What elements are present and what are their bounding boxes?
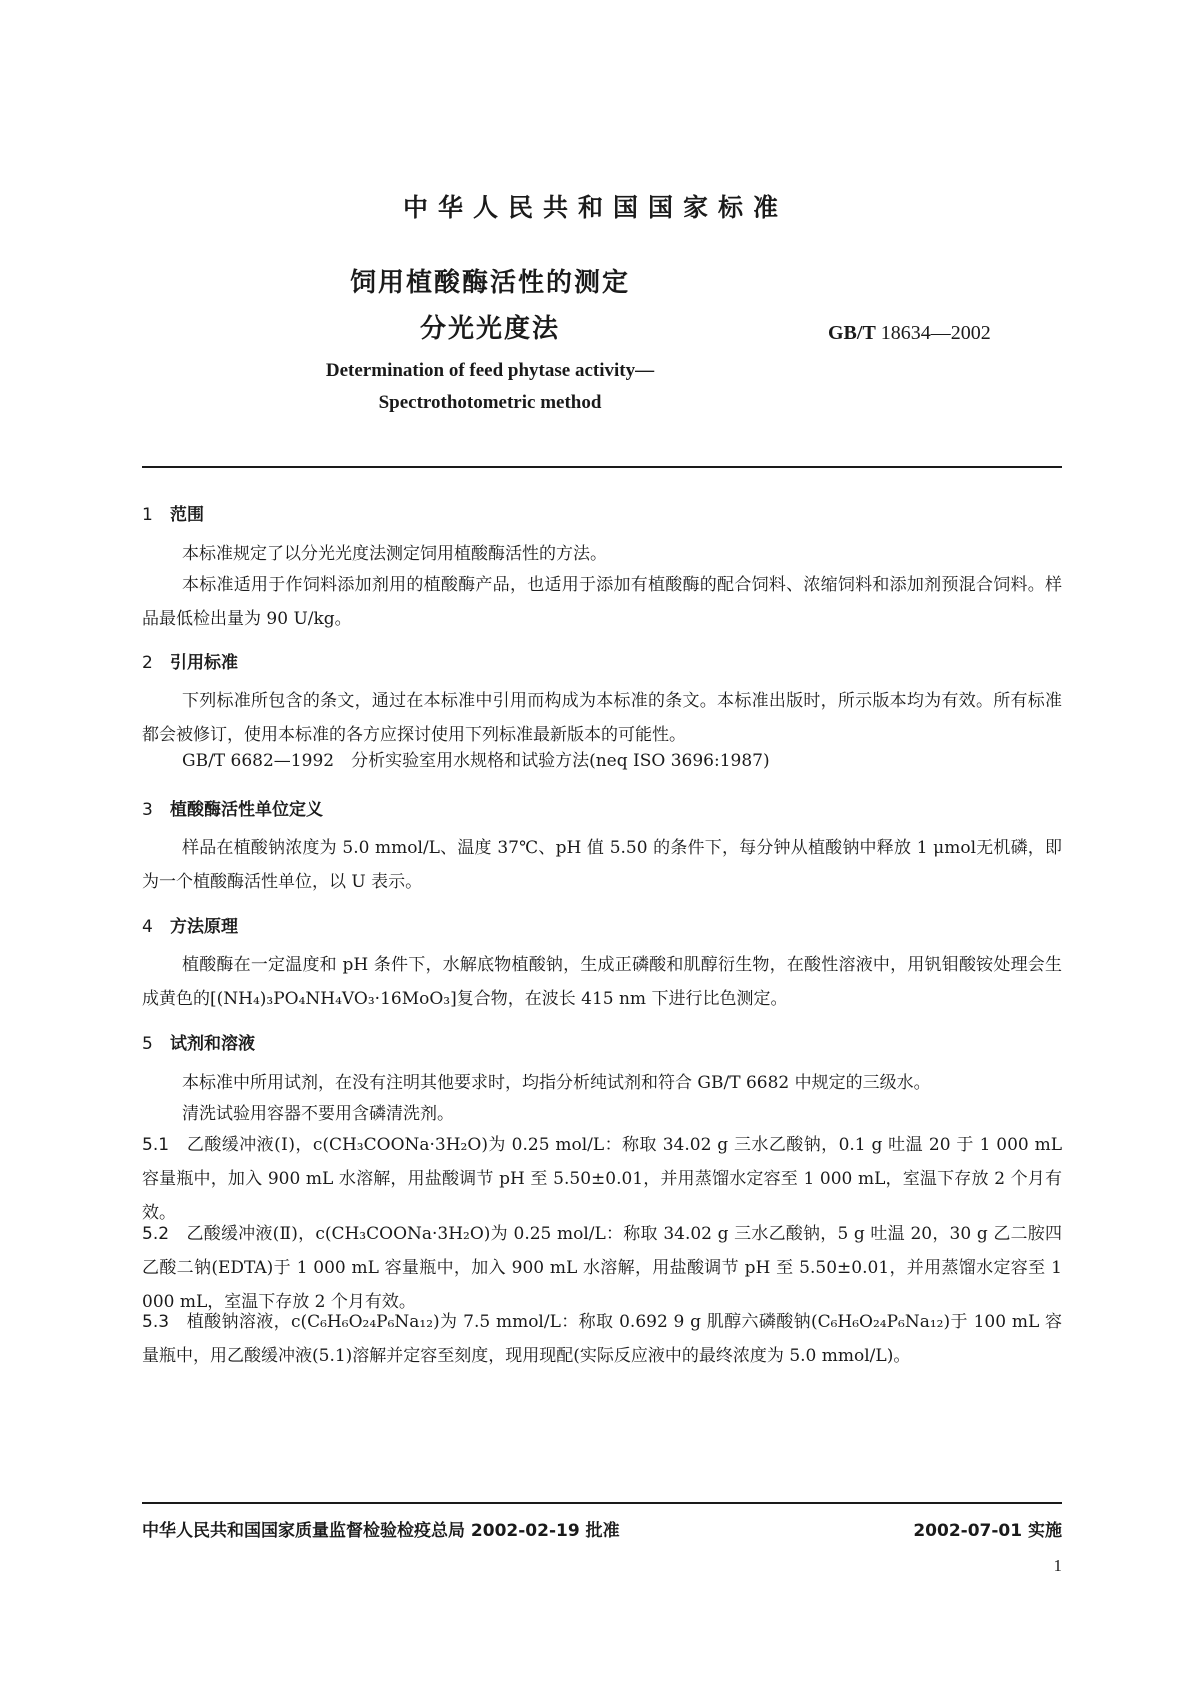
footer-divider [142, 1502, 1062, 1504]
subclause-text: 乙酸缓冲液(Ⅱ)，c(CH₃COONa·3H₂O)为 0.25 mol/L：称取 34.02 g 三水乙酸钠，5 g 吐温 20，30 g 乙二胺四乙酸二钠(EDTA)于 1 000 mL 容量瓶中，加入 900 mL 水溶解，用盐酸调节 pH 至 5.50±0.01，并用蒸馏水定容至 1 000 mL，室温下存放 2 个月有效。 [142, 1224, 1062, 1312]
english-title-line1: Determination of feed phytase activity— [325, 360, 655, 381]
section-title: 植酸酶活性单位定义 [170, 800, 323, 820]
approval-info: 中华人民共和国国家质量监督检验检疫总局 2002-02-19 批准 [142, 1521, 620, 1541]
section-heading-5 [142, 1029, 255, 1054]
section-title: 范围 [170, 505, 204, 525]
subclause-5-2 [142, 1217, 1062, 1319]
paragraph: 植酸酶在一定温度和 pH 条件下，水解底物植酸钠，生成正磷酸和肌醇衍生物，在酸性溶液中，用钒钼酸铵处理会生成黄色的[(NH₄)₃PO₄NH₄VO₃·16MoO₃]复合物，在波长 415 nm 下进行比色测定。 [142, 955, 1062, 1009]
subclause-number: 5.2 [142, 1224, 170, 1244]
document-title-line1: 饲用植酸酶活性的测定 [349, 268, 630, 298]
standard-header-title: 中华人民共和国国家标准 [402, 193, 788, 222]
section-title: 试剂和溶液 [170, 1034, 255, 1054]
standard-code: 18634—2002 [880, 322, 991, 344]
standard-prefix: GB/T [828, 322, 876, 344]
section-number: 3 [142, 800, 153, 820]
section-number: 4 [142, 917, 153, 937]
section-heading-1 [142, 500, 204, 525]
subclause-5-3 [142, 1305, 1062, 1373]
section-title: 方法原理 [170, 917, 238, 937]
effective-date: 2002-07-01 实施 [913, 1521, 1062, 1541]
section-heading-2 [142, 648, 238, 673]
english-title-line2: Spectrothotometric method [378, 392, 602, 413]
subclause-5-1 [142, 1128, 1062, 1230]
document-title-line2: 分光光度法 [419, 314, 560, 344]
reference-item: GB/T 6682—1992 分析实验室用水规格和试验方法(neq ISO 3696:1987) [182, 751, 770, 771]
paragraph: 本标准适用于作饲料添加剂用的植酸酶产品，也适用于添加有植酸酶的配合饲料、浓缩饲料和添加剂预混合饲料。样品最低检出量为 90 U/kg。 [142, 575, 1062, 629]
paragraph: 本标准中所用试剂，在没有注明其他要求时，均指分析纯试剂和符合 GB/T 6682 中规定的三级水。 [182, 1073, 931, 1093]
section-number: 5 [142, 1034, 153, 1054]
section-heading-4 [142, 912, 238, 937]
section-title: 引用标准 [170, 653, 238, 673]
paragraph: 清洗试验用容器不要用含磷清洗剂。 [182, 1104, 454, 1124]
paragraph: 下列标准所包含的条文，通过在本标准中引用而构成为本标准的条文。本标准出版时，所示版本均为有效。所有标准都会被修订，使用本标准的各方应探讨使用下列标准最新版本的可能性。 [142, 691, 1062, 745]
standard-number [828, 322, 991, 345]
section-number: 1 [142, 505, 153, 525]
header-divider [142, 466, 1062, 468]
section-heading-3 [142, 795, 323, 820]
section-number: 2 [142, 653, 153, 673]
paragraph: 本标准规定了以分光光度法测定饲用植酸酶活性的方法。 [182, 544, 607, 564]
page-number: 1 [1053, 1556, 1062, 1575]
subclause-text: 乙酸缓冲液(Ⅰ)，c(CH₃COONa·3H₂O)为 0.25 mol/L：称取 34.02 g 三水乙酸钠，0.1 g 吐温 20 于 1 000 mL 容量瓶中，加入 900 mL 水溶解，用盐酸调节 pH 至 5.50±0.01，并用蒸馏水定容至 1 000 mL，室温下存放 2 个月有效。 [142, 1135, 1062, 1223]
subclause-number: 5.3 [142, 1312, 170, 1332]
subclause-number: 5.1 [142, 1135, 170, 1155]
paragraph: 样品在植酸钠浓度为 5.0 mmol/L、温度 37℃、pH 值 5.50 的条件下，每分钟从植酸钠中释放 1 μmol无机磷，即为一个植酸酶活性单位，以 U 表示。 [142, 838, 1062, 892]
subclause-text: 植酸钠溶液，c(C₆H₆O₂₄P₆Na₁₂)为 7.5 mmol/L：称取 0.692 9 g 肌醇六磷酸钠(C₆H₆O₂₄P₆Na₁₂)于 100 mL 容量瓶中，用乙酸缓冲液(5.1)溶解并定容至刻度，现用现配(实际反应液中的最终浓度为 5.0 mmol/L)。 [142, 1312, 1063, 1366]
